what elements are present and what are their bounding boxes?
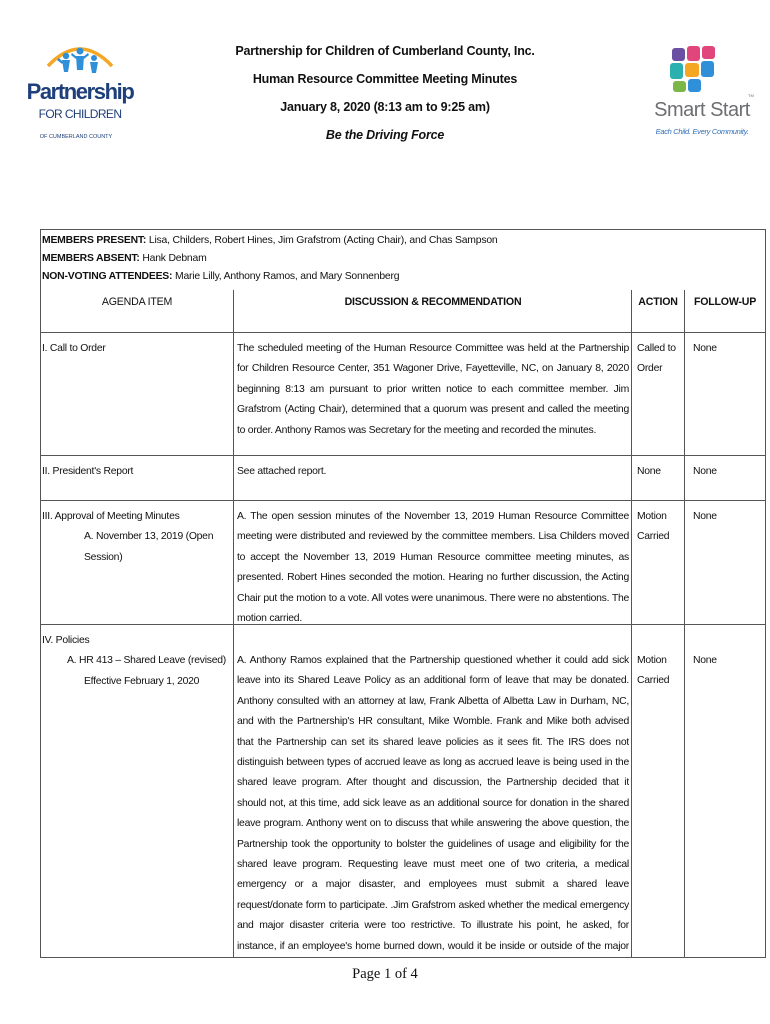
followup-call-to-order: None — [693, 343, 717, 354]
partnership-logo — [26, 36, 134, 144]
members-present: MEMBERS PRESENT: Lisa, Childers, Robert Hines, Jim Grafstrom (Acting Chair), and Chas Sampson — [42, 235, 498, 246]
table-bottom-border — [40, 957, 766, 958]
discussion-presidents-report: See attached report. — [237, 466, 327, 477]
logo-slogan: Each Child. Every Community. — [655, 127, 749, 136]
logo-tm: TM — [748, 93, 754, 98]
row-divider — [40, 500, 766, 501]
followup-presidents-report: None — [693, 466, 717, 477]
row-divider — [40, 332, 766, 333]
agenda-item-policies: IV. Policies A. HR 413 – Shared Leave (revised) Effective February 1, 2020 — [42, 635, 226, 687]
header-action: ACTION — [638, 296, 678, 308]
logo-word-county: OF CUMBERLAND COUNTY — [39, 134, 113, 140]
followup-policies: None — [693, 655, 717, 666]
header-agenda-item: AGENDA ITEM — [101, 296, 173, 308]
discussion-policies: A. Anthony Ramos explained that the Partnership questioned whether it could add sick leave into its Shared Leave Policy as an additional form of leave that may be donated. Anthony consulted with an attorney at law, Frank Albetta of Albetta Law in Durham, NC, and with the Partnership's HR consultant, Mike Womble. Frank and Mike both advised that the Partnership can set its shared leave policies as it sees fit. The IRS does not distinguish between types of accrued leave as long as accrued leave is being used in the shared leave program. After thought and discussion, the Partnership decided that it should not, at this time, add sick leave as an additional source for donation in the shared leave program. Anthony went on to discuss that while answering the above question, the Partnership took the opportunity to bolster the guidelines of usage and eligibility for the shared leave program. Requesting leave must meet one of two criteria, a medical emergency or a major disaster, and employees must submit a shared leave request/donate form to participate. .Jim Grafstrom asked whether the medical emergency and major disaster criteria were too restrictive. To illustrate his point, he asked, for instance, if an employee's home burned down, would it be inside or outside of the major — [237, 655, 629, 952]
logo-word-smart-start: Smart Start — [654, 99, 750, 121]
tagline: Be the Driving Force — [325, 128, 445, 142]
table-left-border — [40, 229, 41, 958]
table-top-border — [40, 229, 766, 230]
action-presidents-report: None — [637, 466, 661, 477]
header-follow-up: FOLLOW-UP — [693, 296, 757, 308]
action-call-to-order: Called to Order — [637, 343, 676, 375]
page-number: Page 1 of 4 — [352, 966, 418, 982]
discussion-approval-minutes: A. The open session minutes of the November 13, 2019 Human Resource Committee meeting were distributed and reviewed by the committee members. Lisa Childers moved to accept the November 13, 2019 Human Resource committee meeting minutes, as presented. Robert Hines seconded the motion. Hearing no further discussion, the Acting Chair put the motion to a vote. All votes were unanimous. There were no abstentions. The motion carried. — [237, 511, 629, 625]
logo-word-partnership: Partnership — [26, 79, 134, 104]
smart-start-logo-graphic — [648, 44, 756, 148]
table-right-border — [765, 229, 766, 958]
header-discussion: DISCUSSION & RECOMMENDATION — [344, 296, 522, 308]
attendance-section — [42, 233, 762, 287]
row-divider — [40, 455, 766, 456]
members-absent: MEMBERS ABSENT: Hank Debnam — [42, 253, 207, 264]
non-voting-attendees: NON-VOTING ATTENDEES: Marie Lilly, Anthony Ramos, and Mary Sonnenberg — [42, 271, 400, 282]
partnership-logo-graphic — [26, 36, 134, 144]
agenda-item-call-to-order: I. Call to Order — [42, 343, 106, 354]
discussion-call-to-order: The scheduled meeting of the Human Resource Committee was held at the Partnership for Children Resource Center, 351 Wagoner Drive, Fayetteville, NC, on January 8, 2020 beginning 8:13 am pursuant to prior written notice to each committee member. Jim Grafstrom (Acting Chair), determined that a quorum was present and called the meeting to order. Anthony Ramos was Secretary for the meeting and recorded the minutes. — [237, 343, 629, 436]
doc-title: Human Resource Committee Meeting Minutes — [252, 72, 518, 86]
puzzle-blocks-icon — [670, 46, 715, 92]
document-header — [200, 42, 570, 154]
meeting-date: January 8, 2020 (8:13 am to 9:25 am) — [280, 100, 490, 114]
smart-start-logo — [648, 44, 756, 148]
agenda-item-approval-minutes: III. Approval of Meeting Minutes A. November 13, 2019 (Open Session) — [42, 511, 214, 563]
org-name: Partnership for Children of Cumberland County, Inc. — [235, 44, 535, 58]
action-policies: Motion Carried — [637, 655, 670, 687]
logo-word-for-children: FOR CHILDREN — [38, 107, 122, 121]
agenda-item-presidents-report: II. President's Report — [42, 466, 134, 477]
followup-approval-minutes: None — [693, 511, 717, 522]
action-approval-minutes: Motion Carried — [637, 511, 670, 543]
